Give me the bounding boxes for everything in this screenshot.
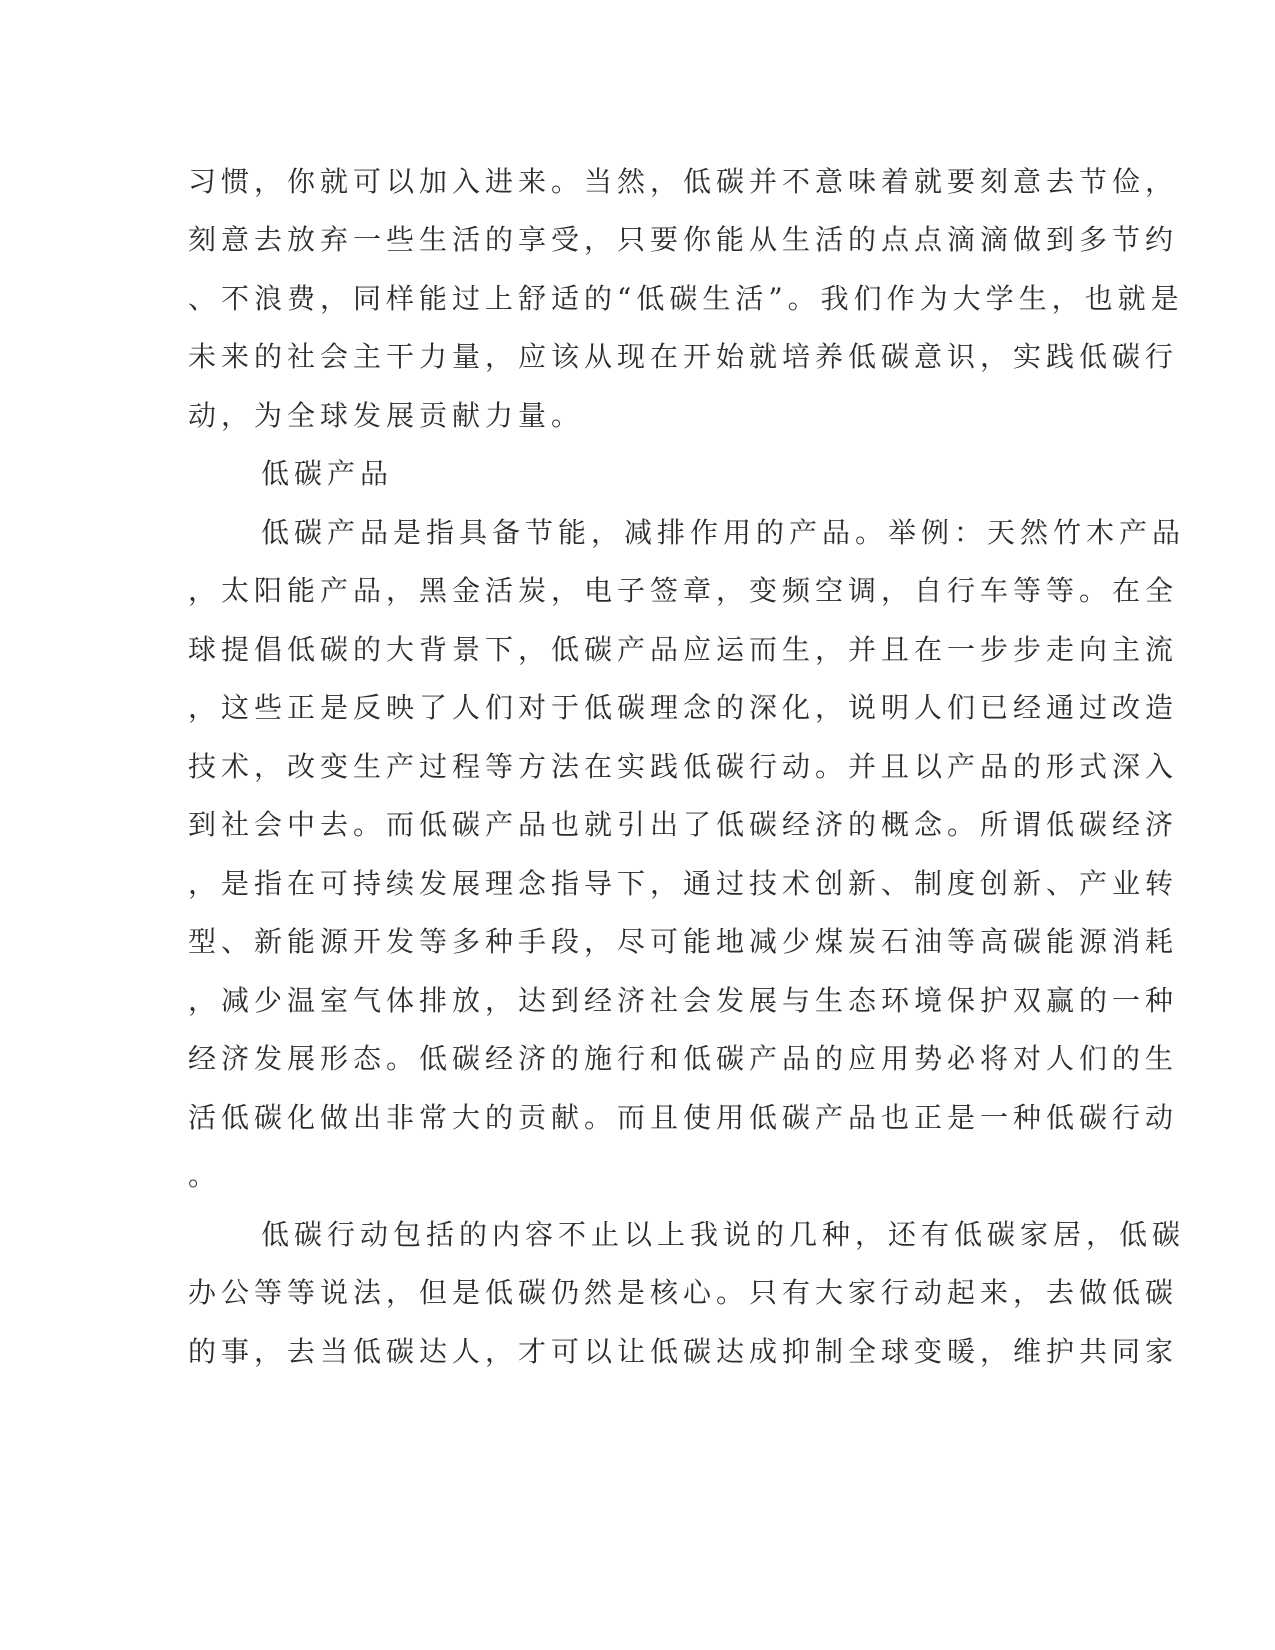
text-line: 技术，改变生产过程等方法在实践低碳行动。并且以产品的形式深入 xyxy=(188,750,1179,783)
text-line: 未来的社会主干力量，应该从现在开始就培养低碳意识，实践低碳行 xyxy=(188,340,1179,373)
text-line: 经济发展形态。低碳经济的施行和低碳产品的应用势必将对人们的生 xyxy=(188,1042,1179,1075)
text-line: 球提倡低碳的大背景下，低碳产品应运而生，并且在一步步走向主流 xyxy=(188,633,1179,666)
text-line: 型、新能源开发等多种手段，尽可能地减少煤炭石油等高碳能源消耗 xyxy=(188,925,1179,958)
text-line: 活低碳化做出非常大的贡献。而且使用低碳产品也正是一种低碳行动 xyxy=(188,1101,1179,1134)
text-line: ，这些正是反映了人们对于低碳理念的深化，说明人们已经通过改造 xyxy=(188,691,1179,724)
text-line: 习惯，你就可以加入进来。当然，低碳并不意味着就要刻意去节俭， xyxy=(188,165,1179,198)
text-line: 。 xyxy=(188,1159,222,1192)
section-heading: 低碳产品 xyxy=(261,457,394,490)
text-line: ，是指在可持续发展理念指导下，通过技术创新、制度创新、产业转 xyxy=(188,867,1179,900)
text-line: 低碳行动包括的内容不止以上我说的几种，还有低碳家居，低碳 xyxy=(261,1218,1186,1251)
text-line: 的事，去当低碳达人，才可以让低碳达成抑制全球变暖，维护共同家 xyxy=(188,1335,1179,1368)
text-line: ，减少温室气体排放，达到经济社会发展与生态环境保护双赢的一种 xyxy=(188,984,1179,1017)
text-line: 刻意去放弃一些生活的享受，只要你能从生活的点点滴滴做到多节约 xyxy=(188,223,1179,256)
text-line: 办公等等说法，但是低碳仍然是核心。只有大家行动起来，去做低碳 xyxy=(188,1276,1179,1309)
text-line: 、不浪费，同样能过上舒适的“低碳生活”。我们作为大学生，也就是 xyxy=(188,282,1184,315)
text-line: 到社会中去。而低碳产品也就引出了低碳经济的概念。所谓低碳经济 xyxy=(188,808,1179,841)
text-line: 低碳产品是指具备节能，减排作用的产品。举例：天然竹木产品 xyxy=(261,516,1186,549)
text-line: ，太阳能产品，黑金活炭，电子签章，变频空调，自行车等等。在全 xyxy=(188,574,1179,607)
text-line: 动，为全球发展贡献力量。 xyxy=(188,399,585,432)
